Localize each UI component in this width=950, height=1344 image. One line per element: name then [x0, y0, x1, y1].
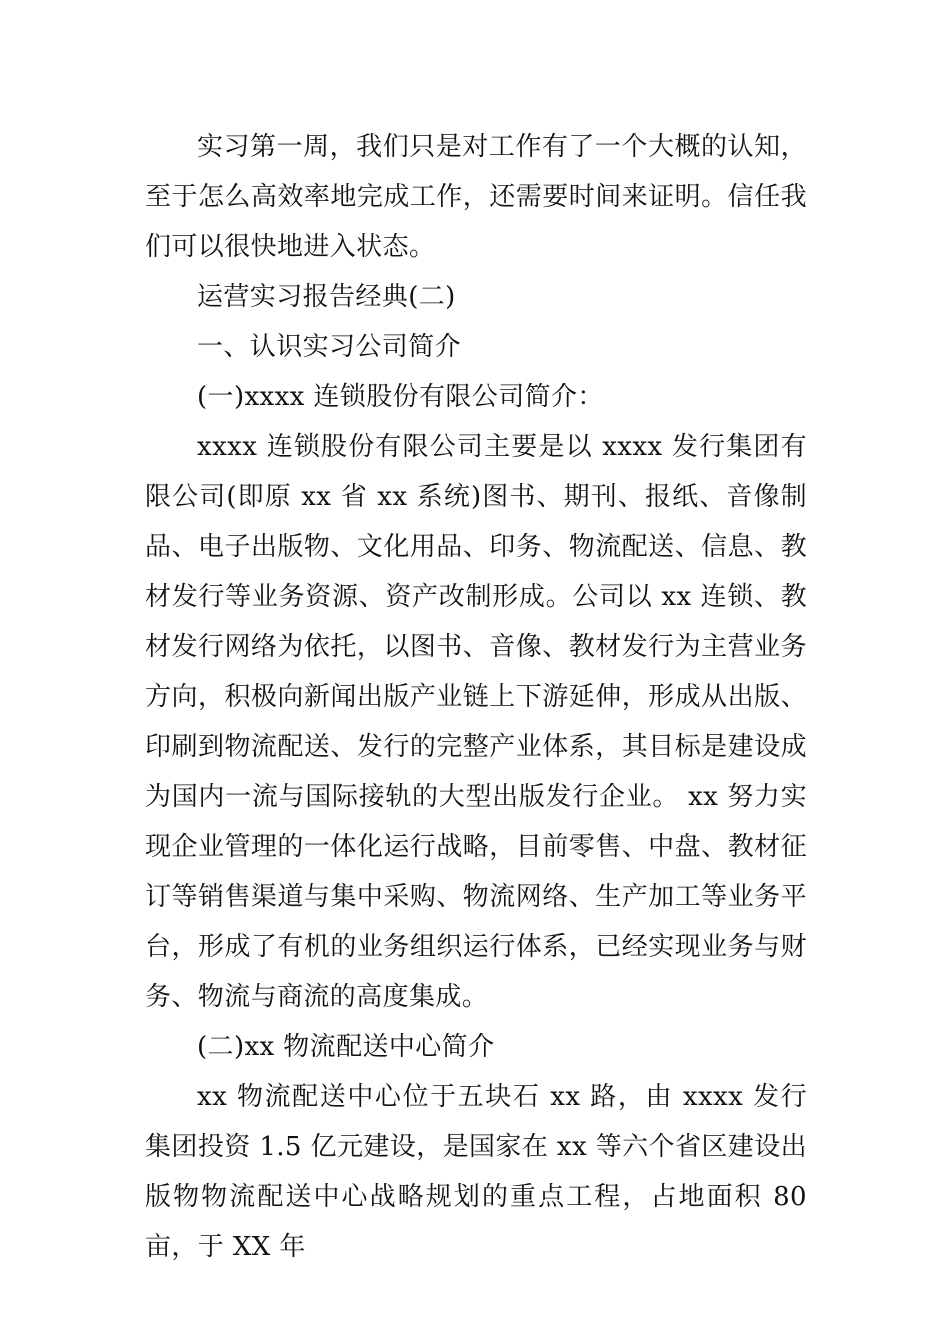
heading-company-intro: 一、认识实习公司简介: [197, 332, 462, 362]
subheading-logistics-center: (二)xx 物流配送中心简介: [197, 1032, 495, 1062]
body-text: [145, 122, 807, 1272]
paragraph-chain-company: xxxx 连锁股份有限公司主要是以 xxxx 发行集团有限公司(即原 xx 省 xx 系统)图书、期刊、报纸、音像制品、电子出版物、文化用品、印务、物流配送、信息、教材发行等业务资源、资产改制形成。公司以 xx 连锁、教材发行网络为依托，以图书、音像、教材发行为主营业务方向，积极向新闻出版产业链上下游延伸，形成从出版、印刷到物流配送、发行的完整产业体系，其目标是建设成为国内一流与国际接轨的大型出版发行企业。 xx 努力实现企业管理的一体化运行战略，目前零售、中盘、教材征订等销售渠道与集中采购、物流网络、生产加工等业务平台，形成了有机的业务组织运行体系，已经实现业务与财务、物流与商流的高度集成。: [145, 432, 807, 1012]
paragraph-logistics-center: xx 物流配送中心位于五块石 xx 路，由 xxxx 发行集团投资 1.5 亿元建设，是国家在 xx 等六个省区建设出版物物流配送中心战略规划的重点工程，占地面积 80 亩，于 XX 年: [145, 1082, 807, 1262]
section-title: 运营实习报告经典(二): [197, 282, 456, 312]
paragraph-first-week: 实习第一周，我们只是对工作有了一个大概的认知，至于怎么高效率地完成工作，还需要时间来证明。信任我们可以很快地进入状态。: [145, 132, 807, 262]
subheading-chain-company: (一)xxxx 连锁股份有限公司简介：: [197, 382, 604, 412]
